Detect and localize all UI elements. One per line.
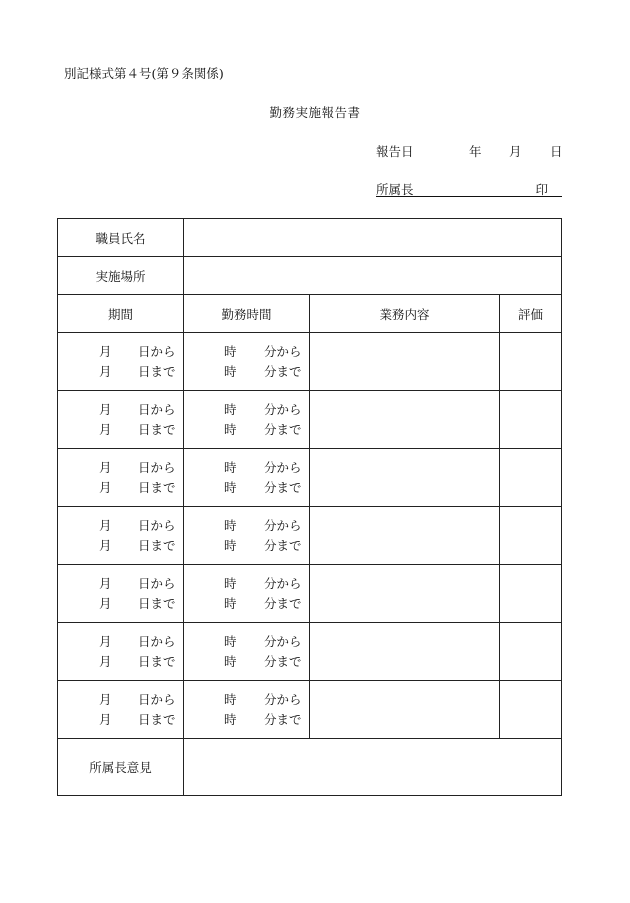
form-reference: 別記様式第４号(第９条関係) xyxy=(64,66,224,81)
work-hours-cell-to-hour: 時 xyxy=(224,479,237,495)
period-cell-to xyxy=(58,710,183,730)
work-hours-cell-lines xyxy=(184,690,309,730)
work-hours-cell-from-hour: 時 xyxy=(224,459,237,475)
period-cell-from-day: 日から xyxy=(138,459,176,475)
work-hours-cell-lines xyxy=(184,516,309,556)
work-hours-cell-to xyxy=(184,710,309,730)
period-cell-from-month: 月 xyxy=(99,401,112,417)
table-row xyxy=(58,391,562,449)
period-cell[interactable] xyxy=(58,391,184,449)
table-row xyxy=(58,507,562,565)
work-hours-cell-to xyxy=(184,478,309,498)
table-row xyxy=(58,565,562,623)
work-hours-cell-to-hour: 時 xyxy=(224,595,237,611)
work-hours-cell[interactable] xyxy=(184,681,310,739)
work-hours-cell-from-hour: 時 xyxy=(224,401,237,417)
seal-label: 印 xyxy=(535,182,548,197)
work-hours-cell-from xyxy=(184,690,309,710)
staff-name-label: 職員氏名 xyxy=(58,219,184,257)
period-cell-from-day: 日から xyxy=(138,343,176,359)
evaluation-cell[interactable] xyxy=(500,449,562,507)
chief-opinion-label: 所属長意見 xyxy=(58,739,184,796)
document-title: 勤務実施報告書 xyxy=(269,105,361,120)
period-cell-to-day: 日まで xyxy=(138,653,176,669)
report-date-label: 報告日 xyxy=(376,144,414,159)
period-cell-to-month: 月 xyxy=(99,479,112,495)
work-hours-cell-from-minute: 分から xyxy=(264,517,302,533)
work-hours-cell[interactable] xyxy=(184,449,310,507)
period-cell-to-day: 日まで xyxy=(138,479,176,495)
work-hours-cell-from-hour: 時 xyxy=(224,517,237,533)
chief-opinion-field[interactable] xyxy=(184,739,562,796)
period-cell-to-month: 月 xyxy=(99,421,112,437)
period-cell-from xyxy=(58,574,183,594)
period-cell-lines xyxy=(58,690,183,730)
work-hours-cell-from xyxy=(184,574,309,594)
chief-signature-line[interactable] xyxy=(376,180,562,197)
work-hours-cell[interactable] xyxy=(184,391,310,449)
period-cell-from-day: 日から xyxy=(138,633,176,649)
work-hours-cell-to-minute: 分まで xyxy=(264,711,302,727)
column-header-work-content: 業務内容 xyxy=(310,295,500,333)
work-hours-cell[interactable] xyxy=(184,565,310,623)
work-hours-cell-to-minute: 分まで xyxy=(264,595,302,611)
table-row xyxy=(58,623,562,681)
column-header-work-hours: 勤務時間 xyxy=(184,295,310,333)
period-cell-lines xyxy=(58,458,183,498)
table-row xyxy=(58,681,562,739)
period-cell-from-day: 日から xyxy=(138,691,176,707)
period-cell[interactable] xyxy=(58,507,184,565)
report-table xyxy=(57,218,562,796)
column-header-evaluation: 評価 xyxy=(500,295,562,333)
period-cell-to xyxy=(58,420,183,440)
work-hours-cell-to-minute: 分まで xyxy=(264,479,302,495)
period-cell-from xyxy=(58,632,183,652)
evaluation-cell[interactable] xyxy=(500,391,562,449)
work-hours-cell-from-hour: 時 xyxy=(224,691,237,707)
period-cell-to xyxy=(58,536,183,556)
work-hours-cell-to xyxy=(184,362,309,382)
period-cell-to-month: 月 xyxy=(99,653,112,669)
evaluation-cell[interactable] xyxy=(500,681,562,739)
work-hours-cell-from xyxy=(184,342,309,362)
work-hours-cell-lines xyxy=(184,342,309,382)
work-hours-cell-from xyxy=(184,458,309,478)
work-hours-cell[interactable] xyxy=(184,333,310,391)
work-content-cell[interactable] xyxy=(310,507,500,565)
work-hours-cell-from xyxy=(184,400,309,420)
work-hours-cell-to-minute: 分まで xyxy=(264,363,302,379)
period-cell-to-month: 月 xyxy=(99,711,112,727)
work-hours-cell-from-hour: 時 xyxy=(224,633,237,649)
period-cell[interactable] xyxy=(58,333,184,391)
period-cell-from-month: 月 xyxy=(99,691,112,707)
period-cell-from-month: 月 xyxy=(99,575,112,591)
report-month-label: 月 xyxy=(509,144,522,159)
period-cell-from xyxy=(58,690,183,710)
work-content-cell[interactable] xyxy=(310,623,500,681)
period-cell-to-day: 日まで xyxy=(138,595,176,611)
work-hours-cell-to-minute: 分まで xyxy=(264,653,302,669)
period-cell-lines xyxy=(58,574,183,614)
table-row xyxy=(58,333,562,391)
work-hours-cell-to-hour: 時 xyxy=(224,421,237,437)
column-header-period: 期間 xyxy=(58,295,184,333)
evaluation-cell[interactable] xyxy=(500,507,562,565)
work-hours-cell-from-hour: 時 xyxy=(224,343,237,359)
period-cell-from xyxy=(58,516,183,536)
work-hours-cell-to-hour: 時 xyxy=(224,653,237,669)
period-cell-from xyxy=(58,400,183,420)
work-hours-cell[interactable] xyxy=(184,507,310,565)
period-cell[interactable] xyxy=(58,565,184,623)
period-cell-from-month: 月 xyxy=(99,343,112,359)
chief-label: 所属長 xyxy=(376,182,414,197)
table-row xyxy=(58,449,562,507)
work-hours-cell-to-hour: 時 xyxy=(224,537,237,553)
report-day-label: 日 xyxy=(550,144,563,159)
location-field[interactable] xyxy=(184,257,562,295)
period-cell-to xyxy=(58,594,183,614)
work-hours-cell-from-minute: 分から xyxy=(264,575,302,591)
period-cell-to-day: 日まで xyxy=(138,363,176,379)
work-hours-cell-from xyxy=(184,516,309,536)
work-hours-cell-from-minute: 分から xyxy=(264,459,302,475)
period-cell-to-day: 日まで xyxy=(138,537,176,553)
location-label: 実施場所 xyxy=(58,257,184,295)
work-hours-cell-from-minute: 分から xyxy=(264,401,302,417)
evaluation-cell[interactable] xyxy=(500,565,562,623)
work-hours-cell-to-minute: 分まで xyxy=(264,537,302,553)
period-cell-to xyxy=(58,478,183,498)
period-cell-from-day: 日から xyxy=(138,517,176,533)
period-cell[interactable] xyxy=(58,681,184,739)
report-year-label: 年 xyxy=(469,144,482,159)
period-cell-lines xyxy=(58,516,183,556)
period-cell-from-day: 日から xyxy=(138,575,176,591)
work-hours-cell-to xyxy=(184,652,309,672)
work-hours-cell-lines xyxy=(184,400,309,440)
work-hours-cell-from-minute: 分から xyxy=(264,691,302,707)
evaluation-cell[interactable] xyxy=(500,623,562,681)
work-hours-cell-from-minute: 分から xyxy=(264,343,302,359)
period-cell[interactable] xyxy=(58,449,184,507)
period-cell-from-month: 月 xyxy=(99,459,112,475)
period-cell-from-day: 日から xyxy=(138,401,176,417)
period-cell-to xyxy=(58,652,183,672)
work-content-cell[interactable] xyxy=(310,391,500,449)
period-cell-to-day: 日まで xyxy=(138,421,176,437)
period-cell-lines xyxy=(58,400,183,440)
work-hours-cell-to-minute: 分まで xyxy=(264,421,302,437)
work-hours-cell-from-hour: 時 xyxy=(224,575,237,591)
period-cell-to-month: 月 xyxy=(99,595,112,611)
period-cell-lines xyxy=(58,632,183,672)
chief-opinion-row xyxy=(58,739,562,796)
period-cell[interactable] xyxy=(58,623,184,681)
work-content-cell[interactable] xyxy=(310,449,500,507)
period-cell-from-month: 月 xyxy=(99,633,112,649)
work-content-cell[interactable] xyxy=(310,681,500,739)
work-hours-cell-lines xyxy=(184,458,309,498)
period-cell-to-day: 日まで xyxy=(138,711,176,727)
work-content-cell[interactable] xyxy=(310,565,500,623)
staff-name-field[interactable] xyxy=(184,219,562,257)
period-cell-lines xyxy=(58,342,183,382)
work-content-cell[interactable] xyxy=(310,333,500,391)
work-hours-cell-lines xyxy=(184,632,309,672)
period-cell-from xyxy=(58,458,183,478)
period-cell-from xyxy=(58,342,183,362)
work-hours-cell-to xyxy=(184,420,309,440)
work-hours-cell-to xyxy=(184,536,309,556)
period-cell-from-month: 月 xyxy=(99,517,112,533)
work-hours-cell-to-hour: 時 xyxy=(224,363,237,379)
work-hours-cell-from xyxy=(184,632,309,652)
period-cell-to xyxy=(58,362,183,382)
work-hours-cell[interactable] xyxy=(184,623,310,681)
period-cell-to-month: 月 xyxy=(99,537,112,553)
evaluation-cell[interactable] xyxy=(500,333,562,391)
work-hours-cell-to xyxy=(184,594,309,614)
work-hours-cell-lines xyxy=(184,574,309,614)
period-cell-to-month: 月 xyxy=(99,363,112,379)
work-hours-cell-from-minute: 分から xyxy=(264,633,302,649)
work-hours-cell-to-hour: 時 xyxy=(224,711,237,727)
